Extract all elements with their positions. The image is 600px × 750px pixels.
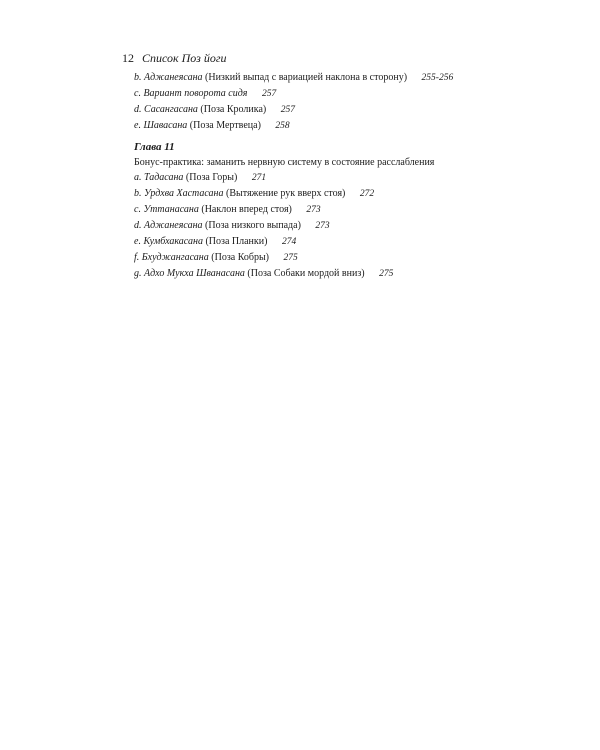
page-ref: 257 xyxy=(261,89,277,99)
pose-description: (Поза Горы) xyxy=(185,172,238,183)
item-letter: a. xyxy=(134,172,142,183)
item-letter: b. xyxy=(134,72,142,83)
item-letter: d. xyxy=(134,104,142,115)
list-item xyxy=(134,170,393,186)
pose-description: (Вытяжение рук вверх стоя) xyxy=(226,188,346,199)
item-letter: e. xyxy=(134,236,141,247)
list-item xyxy=(134,234,393,250)
item-letter: g. xyxy=(134,268,142,279)
pose-description: (Поза низкого выпада) xyxy=(205,220,301,231)
item-letter: f. xyxy=(134,252,140,263)
pose-name: Бхуджангасана xyxy=(141,252,209,263)
list-item xyxy=(134,202,393,218)
list-item xyxy=(134,86,453,102)
page-ref: 273 xyxy=(306,205,321,215)
list-item xyxy=(134,118,453,134)
pose-description: (Наклон вперед стоя) xyxy=(201,204,292,215)
pose-description: (Поза Кобры) xyxy=(211,252,270,263)
item-letter: c. xyxy=(134,88,141,99)
item-letter: e. xyxy=(134,120,141,131)
running-head xyxy=(122,51,227,66)
pose-description: (Низкий выпад с вариацией наклона в сторону) xyxy=(205,72,408,83)
list-item xyxy=(134,102,453,118)
page-ref: 271 xyxy=(251,173,267,183)
pose-name: Сасангасана xyxy=(144,104,198,115)
page-number: 12 xyxy=(122,51,134,65)
page-ref: 258 xyxy=(275,121,290,131)
list-item xyxy=(134,218,393,234)
pose-description: (Поза Собаки мордой вниз) xyxy=(247,268,365,279)
pose-name: Адхо Мукха Шванасана xyxy=(144,268,245,279)
pose-description: (Поза Кролика) xyxy=(200,104,267,115)
pose-description: (Поза Мертвеца) xyxy=(189,120,261,131)
page-ref: 274 xyxy=(281,237,297,247)
page-ref: 257 xyxy=(280,105,295,115)
list-item xyxy=(134,250,393,266)
pose-name: Аджанеясана xyxy=(144,220,203,231)
page-ref: 275 xyxy=(283,253,298,263)
item-letter: c. xyxy=(134,204,141,215)
pose-name: Урдхва Хастасана xyxy=(144,188,224,199)
page-ref: 275 xyxy=(379,269,394,279)
pose-description: (Поза Планки) xyxy=(205,236,268,247)
list-item xyxy=(134,70,453,86)
page-ref: 273 xyxy=(315,221,330,231)
chapter-intro: Бонус-практика: заманить нервную систему в состояние расслабления xyxy=(134,157,435,168)
list-item xyxy=(134,186,393,202)
pose-list-continued xyxy=(134,70,453,134)
running-title: Список Поз йоги xyxy=(142,51,227,65)
pose-list-chapter-11 xyxy=(134,170,393,282)
pose-name: Шавасана xyxy=(143,120,188,131)
pose-name: Вариант поворота сидя xyxy=(143,88,248,99)
page-ref: 255-256 xyxy=(421,73,454,83)
pose-name: Уттанасана xyxy=(143,204,199,215)
pose-name: Кумбхакасана xyxy=(143,236,203,247)
page-ref: 272 xyxy=(359,189,375,199)
chapter-heading: Глава 11 xyxy=(134,141,175,153)
list-item xyxy=(134,266,393,282)
item-letter: d. xyxy=(134,220,142,231)
pose-name: Аджанеясана xyxy=(144,72,203,83)
item-letter: b. xyxy=(134,188,142,199)
pose-name: Тадасана xyxy=(144,172,184,183)
